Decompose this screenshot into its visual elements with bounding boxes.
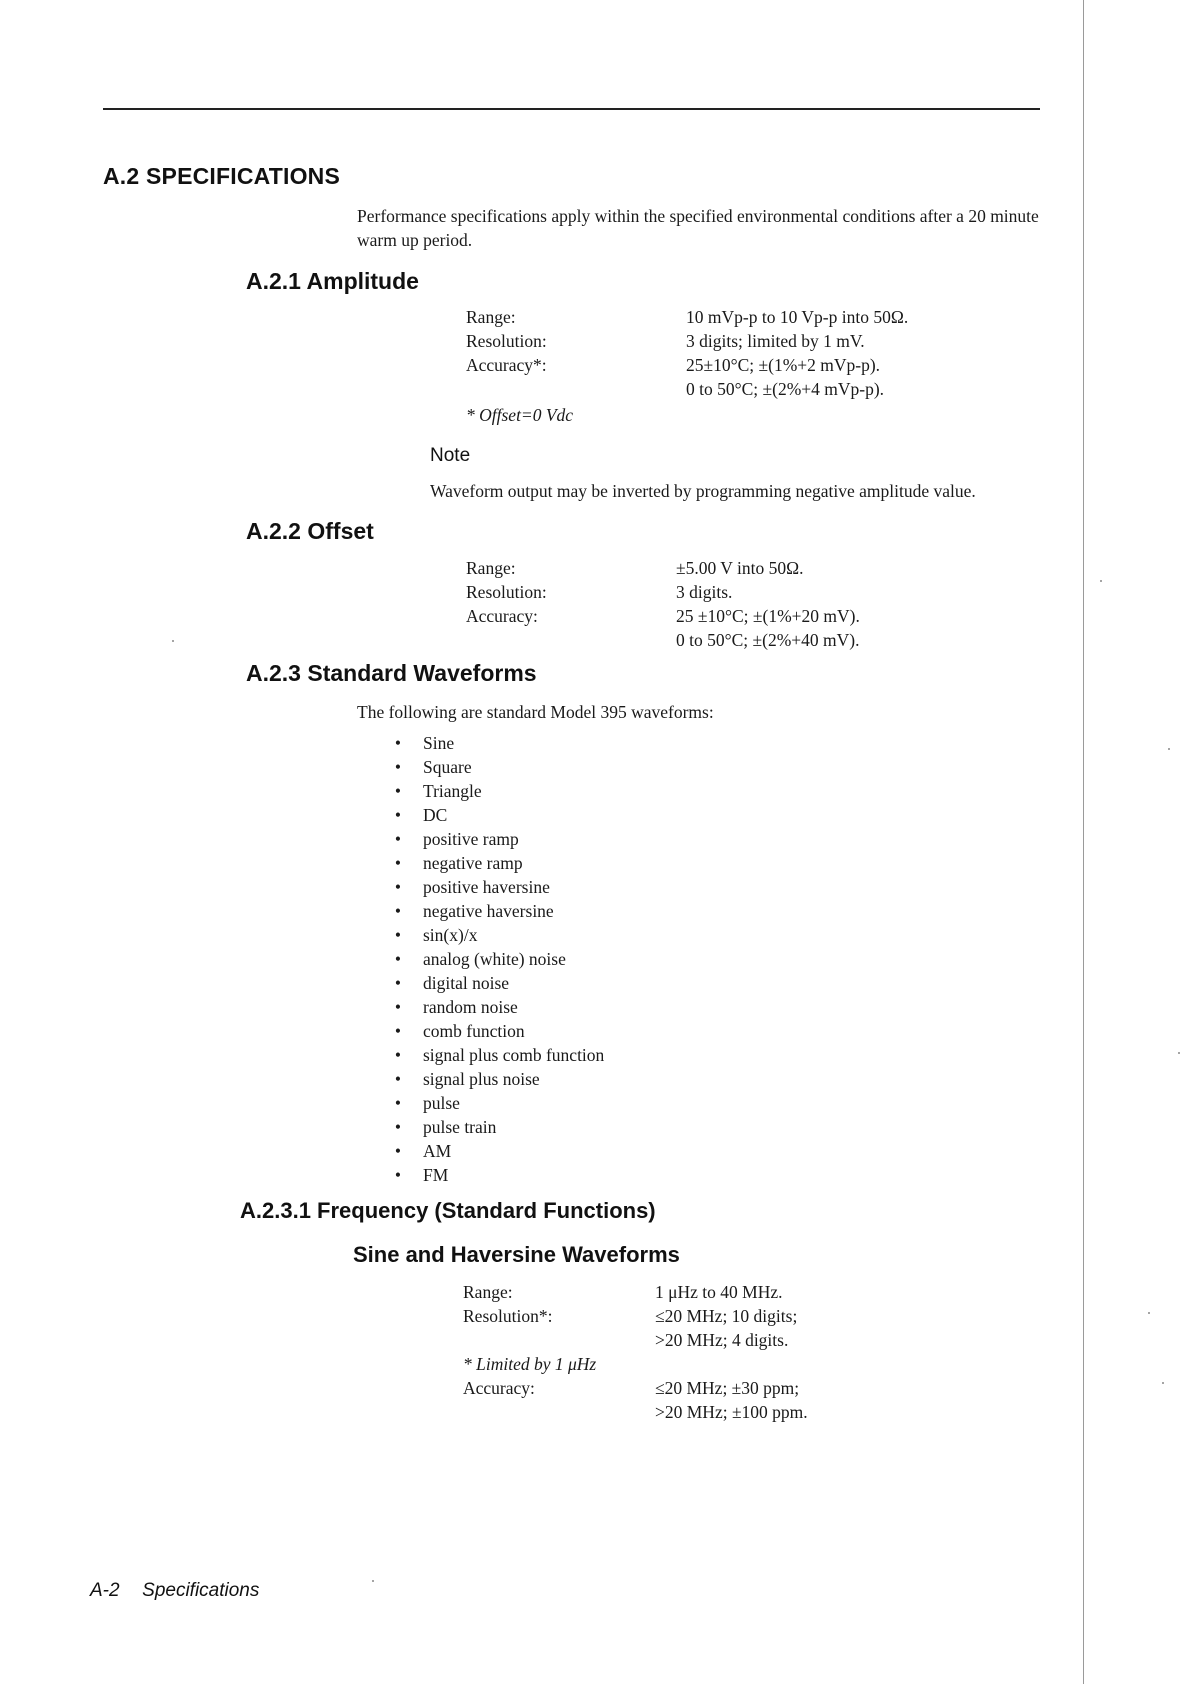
offset-value: 25 ±10°C; ±(1%+20 mV). [676,606,860,626]
waveform-item [391,1091,604,1115]
waveform-label: AM [423,1141,452,1161]
scan-edge-line [1083,0,1084,1684]
offset-value: 0 to 50°C; ±(2%+40 mV). [676,630,860,650]
bullet-icon: • [394,997,402,1017]
bullet-icon: • [394,829,402,849]
waveforms-heading: A.2.3 Standard Waveforms [246,660,537,686]
waveform-list [391,731,604,1187]
waveform-label: FM [423,1165,449,1185]
waveform-label: Sine [423,733,455,753]
bullet-icon: • [394,757,402,777]
scan-speck [1178,1052,1180,1054]
scan-speck [1168,748,1170,750]
bullet-icon: • [394,1021,402,1041]
waveform-item [391,731,604,755]
waveform-item [391,1115,604,1139]
waveform-item [391,875,604,899]
waveform-label: digital noise [423,973,510,993]
amplitude-heading: A.2.1 Amplitude [246,268,419,294]
scan-speck [1100,580,1102,582]
waveform-label: Square [423,757,472,777]
bullet-icon: • [394,877,402,897]
freq-resolution-value: ≤20 MHz; 10 digits; [655,1306,798,1326]
offset-label: Resolution: [466,582,547,602]
waveform-item [391,923,604,947]
offset-labels [466,556,547,628]
waveform-label: sin(x)/x [423,925,478,945]
bullet-icon: • [394,1045,402,1065]
bullet-icon: • [394,973,402,993]
bullet-icon: • [394,1165,402,1185]
offset-label: Range: [466,558,516,578]
amplitude-value: 0 to 50°C; ±(2%+4 mVp-p). [686,379,885,399]
header-rule [103,108,1040,110]
bullet-icon: • [394,901,402,921]
waveform-label: positive haversine [423,877,550,897]
freq-range-label: Range: [463,1282,513,1302]
note-label: Note [430,445,471,466]
waveform-item [391,803,604,827]
offset-values [676,556,860,652]
frequency-subheading: Sine and Haversine Waveforms [353,1242,680,1267]
bullet-icon: • [394,1093,402,1113]
freq-footnote: * Limited by 1 μHz [463,1354,597,1374]
offset-heading: A.2.2 Offset [246,518,374,544]
section-intro: Performance specifications apply within the specified environmental conditions after a 20 minute warm up period. [357,206,1039,250]
freq-accuracy-values [655,1376,808,1424]
bullet-icon: • [394,1069,402,1089]
freq-accuracy-value: ≤20 MHz; ±30 ppm; [655,1378,800,1398]
page-footer [90,1580,259,1602]
offset-value: ±5.00 V into 50Ω. [676,558,804,578]
amplitude-value: 10 mVp-p to 10 Vp-p into 50Ω. [686,307,909,327]
waveform-item [391,995,604,1019]
freq-resolution-values [655,1304,797,1352]
frequency-heading: A.2.3.1 Frequency (Standard Functions) [240,1198,656,1223]
bullet-icon: • [394,781,402,801]
waveform-label: analog (white) noise [423,949,566,969]
scan-speck [372,1580,374,1582]
waveform-label: negative ramp [423,853,523,873]
waveform-item [391,1139,604,1163]
bullet-icon: • [394,805,402,825]
waveform-label: pulse [423,1093,460,1113]
note-text: Waveform output may be inverted by programming negative amplitude value. [430,481,976,501]
waveform-label: positive ramp [423,829,519,849]
bullet-icon: • [394,925,402,945]
offset-label: Accuracy: [466,606,538,626]
waveform-item [391,779,604,803]
freq-resolution-label: Resolution*: [463,1306,553,1326]
freq-accuracy-value: >20 MHz; ±100 ppm. [655,1402,808,1422]
amplitude-value: 25±10°C; ±(1%+2 mVp-p). [686,355,881,375]
waveforms-intro: The following are standard Model 395 waveforms: [357,702,714,722]
waveform-label: Triangle [423,781,482,801]
bullet-icon: • [394,949,402,969]
waveform-item [391,971,604,995]
amplitude-label: Range: [466,307,516,327]
waveform-label: signal plus noise [423,1069,540,1089]
scan-speck [1148,1312,1150,1314]
amplitude-labels [466,305,547,377]
waveform-item [391,1019,604,1043]
waveform-item [391,1067,604,1091]
waveform-label: signal plus comb function [423,1045,605,1065]
footer-page-ref: A-2 [90,1580,120,1601]
waveform-item [391,899,604,923]
bullet-icon: • [394,1141,402,1161]
waveform-item [391,947,604,971]
waveform-item [391,755,604,779]
freq-resolution-value: >20 MHz; 4 digits. [655,1330,789,1350]
bullet-icon: • [394,853,402,873]
waveform-label: pulse train [423,1117,497,1137]
waveform-item [391,827,604,851]
amplitude-footnote: * Offset=0 Vdc [466,405,574,425]
waveform-label: random noise [423,997,518,1017]
waveform-label: comb function [423,1021,525,1041]
freq-accuracy-label: Accuracy: [463,1378,535,1398]
bullet-icon: • [394,733,402,753]
scan-speck [1162,1382,1164,1384]
waveform-item [391,1043,604,1067]
waveform-label: negative haversine [423,901,554,921]
amplitude-values [686,305,908,401]
waveform-item [391,851,604,875]
offset-value: 3 digits. [676,582,733,602]
waveform-item [391,1163,604,1187]
footer-title: Specifications [142,1580,260,1601]
amplitude-label: Resolution: [466,331,547,351]
scan-speck [172,640,174,642]
section-heading: A.2 SPECIFICATIONS [103,163,341,189]
amplitude-label: Accuracy*: [466,355,547,375]
amplitude-value: 3 digits; limited by 1 mV. [686,331,865,351]
waveform-label: DC [423,805,448,825]
bullet-icon: • [394,1117,402,1137]
freq-range-value: 1 μHz to 40 MHz. [655,1282,783,1302]
